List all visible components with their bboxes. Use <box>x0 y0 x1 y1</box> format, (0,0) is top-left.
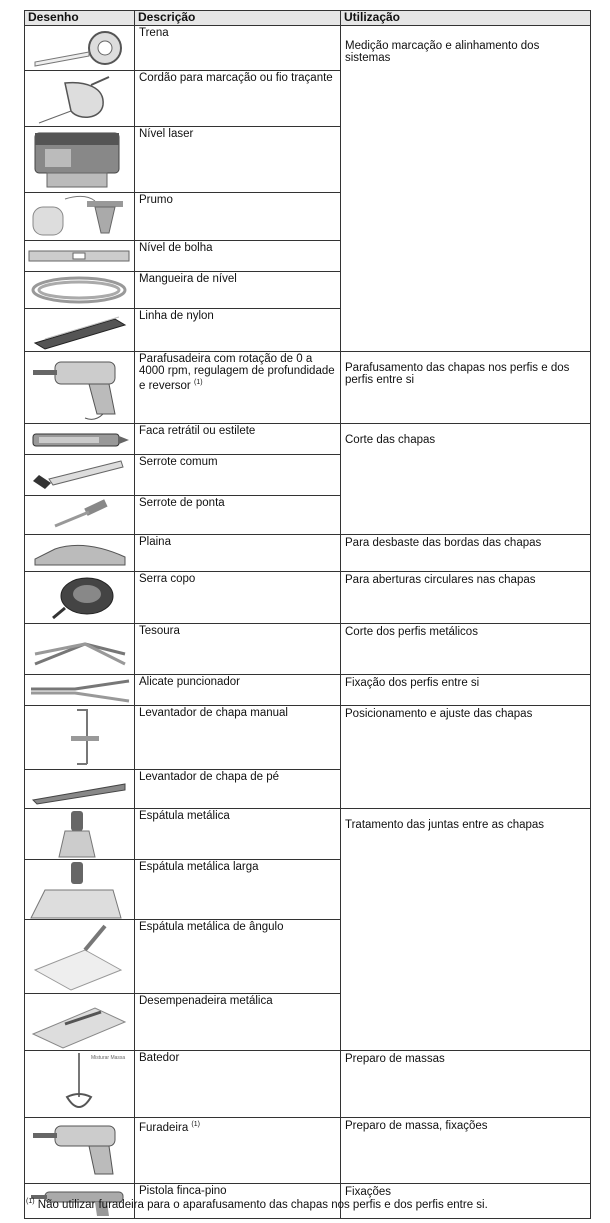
footnote-marker: (1) <box>26 1198 35 1205</box>
plane-icon <box>25 535 135 572</box>
usage-cell: Para desbaste das bordas das chapas <box>341 535 591 572</box>
usage-cell: Parafusamento das chapas nos perfis e dos perfis entre si <box>341 352 591 424</box>
table-row-description: Espátula metálica <box>135 809 341 860</box>
footnote-text: Não utilizar furadeira para o aparafusamento das chapas nos perfis e dos perfis entre si. <box>37 1198 488 1211</box>
snips-icon <box>25 624 135 675</box>
header-description: Descrição <box>135 11 341 26</box>
table-row-description: Faca retrátil ou estilete <box>135 424 341 455</box>
table-row-description: Espátula metálica de ângulo <box>135 920 341 994</box>
tape-measure-icon <box>25 26 135 71</box>
spirit-level-icon <box>25 241 135 272</box>
level-hose-icon <box>25 272 135 309</box>
table-row-description: Alicate puncionador <box>135 675 341 706</box>
table-row-description: Batedor <box>135 1051 341 1118</box>
table-row-description: Serrote de ponta <box>135 496 341 535</box>
usage-cell: Preparo de massa, fixações <box>341 1118 591 1184</box>
plumb-bob-icon <box>25 193 135 241</box>
usage-cell: Posicionamento e ajuste das chapas <box>341 706 591 809</box>
wide-putty-knife-icon <box>25 860 135 920</box>
corner-trowel-icon <box>25 920 135 994</box>
mixer-paddle-label: Misturar Massa <box>91 1055 126 1061</box>
table-row-description: Tesoura <box>135 624 341 675</box>
table-row-description: Linha de nylon <box>135 309 341 352</box>
usage-cell: Corte das chapas <box>341 424 591 535</box>
table-row-description: Serrote comum <box>135 455 341 496</box>
header-usage: Utilização <box>341 11 591 26</box>
usage-cell: Preparo de massas <box>341 1051 591 1118</box>
keyhole-saw-icon <box>25 496 135 535</box>
table-row-description: Pistola finca-pino <box>135 1184 341 1219</box>
foot-panel-lifter-icon <box>25 770 135 809</box>
utility-knife-icon <box>25 424 135 455</box>
usage-cell: Para aberturas circulares nas chapas <box>341 572 591 624</box>
table-row-description: Mangueira de nível <box>135 272 341 309</box>
usage-cell: Corte dos perfis metálicos <box>341 624 591 675</box>
header-drawing: Desenho <box>25 11 135 26</box>
hole-saw-icon <box>25 572 135 624</box>
table-row-description: Levantador de chapa de pé <box>135 770 341 809</box>
mixer-paddle-icon <box>25 1051 135 1118</box>
table-row-description: Prumo <box>135 193 341 241</box>
tools-table <box>24 10 591 1219</box>
table-row-description: Nível laser <box>135 127 341 193</box>
footnote <box>26 1196 586 1211</box>
nylon-line-icon <box>25 309 135 352</box>
chalk-line-icon <box>25 71 135 127</box>
usage-cell: Fixação dos perfis entre si <box>341 675 591 706</box>
laser-level-icon <box>25 127 135 193</box>
table-row-description: Trena <box>135 26 341 71</box>
putty-knife-icon <box>25 809 135 860</box>
drill-icon <box>25 1118 135 1184</box>
float-trowel-icon <box>25 994 135 1051</box>
table-row-description: Furadeira $^{(1)}$ <box>135 1118 341 1184</box>
usage-cell: Tratamento das juntas entre as chapas <box>341 809 591 1051</box>
manual-panel-lifter-icon <box>25 706 135 770</box>
handsaw-icon <box>25 455 135 496</box>
usage-cell: Fixações <box>341 1184 591 1219</box>
table-row-description: Serra copo <box>135 572 341 624</box>
table-row-description: Plaina <box>135 535 341 572</box>
punch-pliers-icon <box>25 675 135 706</box>
table-row-description: Parafusadeira com rotação de 0 a 4000 rpm, regulagem de profundidade e reversor $^{(1)}$ <box>135 352 341 424</box>
table-row-description: Espátula metálica larga <box>135 860 341 920</box>
table-row-description: Cordão para marcação ou fio traçante <box>135 71 341 127</box>
table-row-description: Desempenadeira metálica <box>135 994 341 1051</box>
usage-cell: Medição marcação e alinhamento dos sistemas <box>341 26 591 352</box>
screwdriver-drill-icon <box>25 352 135 424</box>
table-row-description: Nível de bolha <box>135 241 341 272</box>
table-row-description: Levantador de chapa manual <box>135 706 341 770</box>
